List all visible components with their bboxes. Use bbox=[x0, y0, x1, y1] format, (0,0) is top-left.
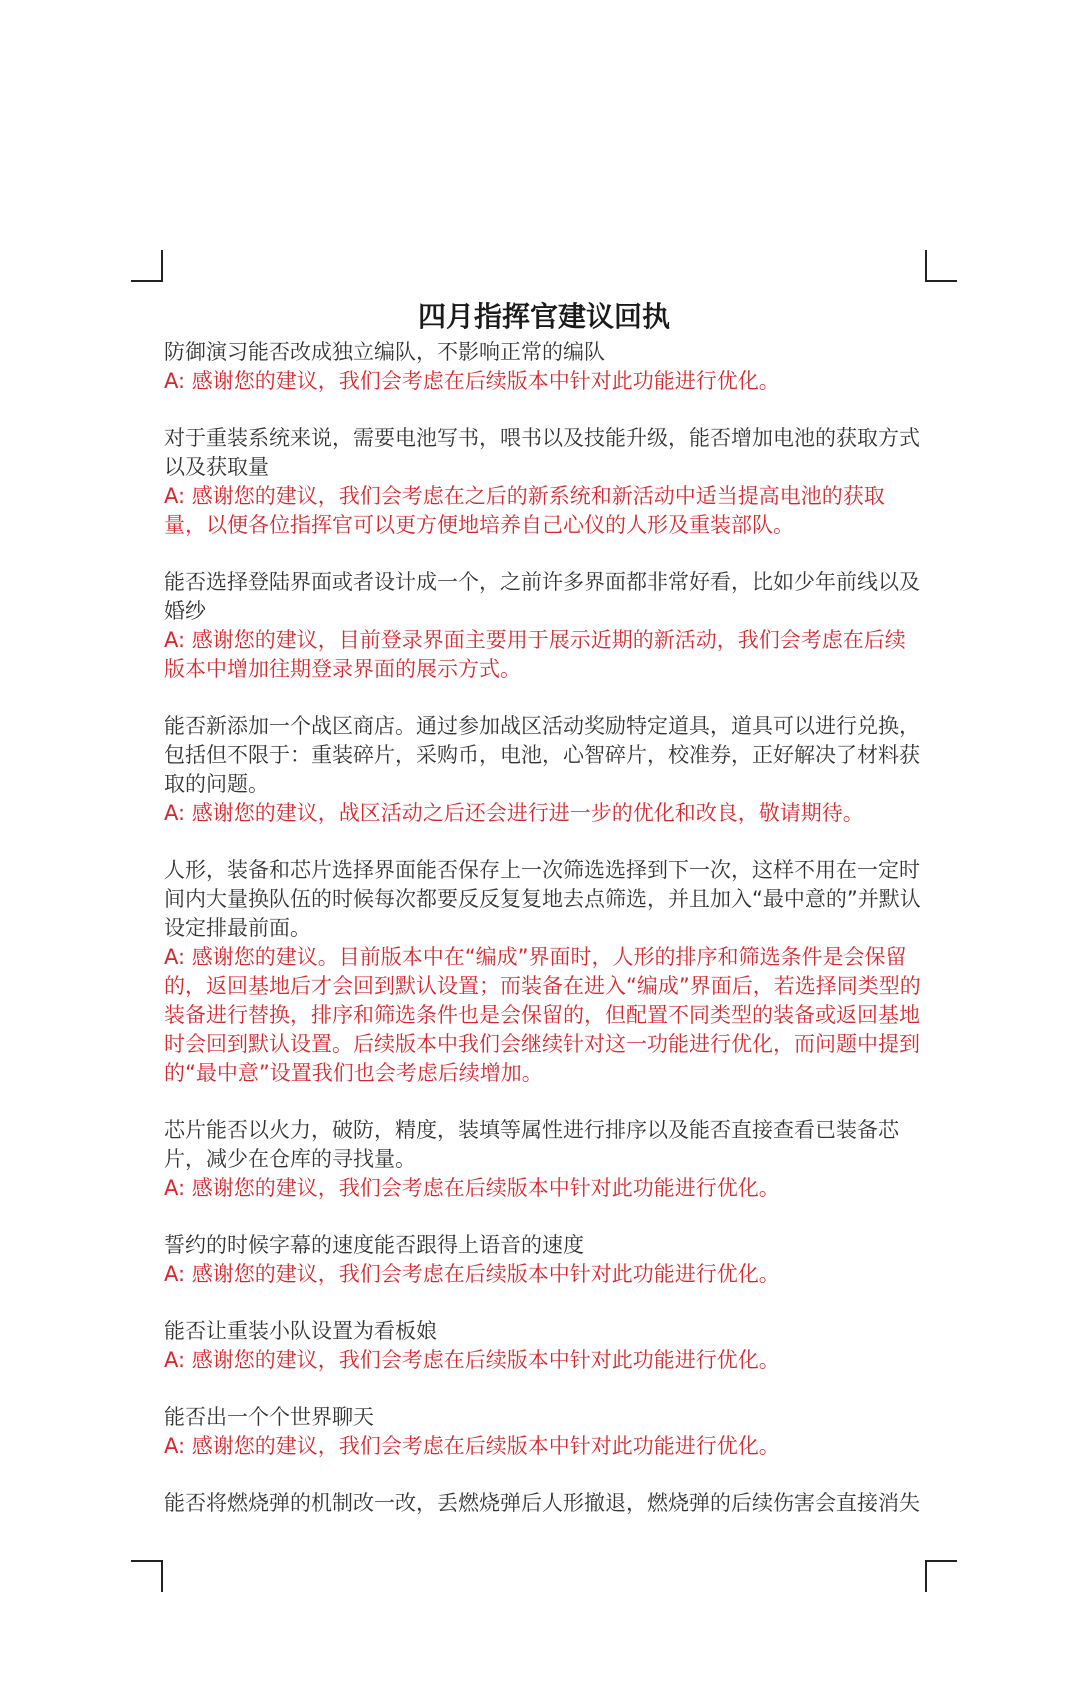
question-text: 誓约的时候字幕的速度能否跟得上语音的速度 bbox=[164, 1233, 584, 1257]
qa-item-9 bbox=[164, 1403, 924, 1461]
crop-mark-bottom-left bbox=[131, 1560, 163, 1592]
qa-item-8 bbox=[164, 1317, 924, 1375]
document-body bbox=[164, 298, 924, 1546]
answer-text: A: 感谢您的建议，战区活动之后还会进行进一步的优化和改良，敬请期待。 bbox=[164, 801, 864, 825]
answer-text: A: 感谢您的建议，我们会考虑在后续版本中针对此功能进行优化。 bbox=[164, 1176, 780, 1200]
answer-text: A: 感谢您的建议，我们会考虑在后续版本中针对此功能进行优化。 bbox=[164, 1348, 780, 1372]
question-text: 能否让重装小队设置为看板娘 bbox=[164, 1319, 437, 1343]
qa-item-5 bbox=[164, 856, 924, 1088]
question-text: 人形，装备和芯片选择界面能否保存上一次筛选选择到下一次，这样不用在一定时间内大量换队伍的时候每次都要反反复复地去点筛选，并且加入“最中意的”并默认设定排最前面。 bbox=[164, 858, 921, 940]
qa-item-1 bbox=[164, 338, 924, 396]
qa-item-2 bbox=[164, 424, 924, 540]
qa-item-4 bbox=[164, 712, 924, 828]
crop-mark-bottom-right bbox=[925, 1560, 957, 1592]
answer-text: A: 感谢您的建议，我们会考虑在之后的新系统和新活动中适当提高电池的获取量，以便各位指挥官可以更方便地培养自己心仪的人形及重装部队。 bbox=[164, 484, 885, 537]
question-text: 能否出一个个世界聊天 bbox=[164, 1405, 374, 1429]
answer-text: A: 感谢您的建议，我们会考虑在后续版本中针对此功能进行优化。 bbox=[164, 1262, 780, 1286]
question-text: 防御演习能否改成独立编队，不影响正常的编队 bbox=[164, 340, 605, 364]
answer-text: A: 感谢您的建议，我们会考虑在后续版本中针对此功能进行优化。 bbox=[164, 369, 780, 393]
answer-text: A: 感谢您的建议。目前版本中在“编成”界面时，人形的排序和筛选条件是会保留的，返回基地后才会回到默认设置；而装备在进入“编成”界面后，若选择同类型的装备进行替换，排序和筛选条件也是会保留的，但配置不同类型的装备或返回基地时会回到默认设置。后续版本中我们会继续针对这一功能进行优化，而问题中提到的“最中意”设置我们也会考虑后续增加。 bbox=[164, 945, 921, 1085]
question-text: 对于重装系统来说，需要电池写书，喂书以及技能升级，能否增加电池的获取方式以及获取量 bbox=[164, 426, 920, 479]
document-title: 四月指挥官建议回执 bbox=[417, 300, 670, 333]
answer-text: A: 感谢您的建议，目前登录界面主要用于展示近期的新活动，我们会考虑在后续版本中增加往期登录界面的展示方式。 bbox=[164, 628, 906, 681]
answer-text: A: 感谢您的建议，我们会考虑在后续版本中针对此功能进行优化。 bbox=[164, 1434, 780, 1458]
question-text: 能否新添加一个战区商店。通过参加战区活动奖励特定道具，道具可以进行兑换，包括但不限于：重装碎片，采购币，电池，心智碎片，校准券，正好解决了材料获取的问题。 bbox=[164, 714, 920, 796]
qa-item-10 bbox=[164, 1489, 924, 1518]
qa-item-7 bbox=[164, 1231, 924, 1289]
qa-item-3 bbox=[164, 568, 924, 684]
crop-mark-top-right bbox=[925, 250, 957, 282]
qa-item-6 bbox=[164, 1116, 924, 1203]
question-text: 能否将燃烧弹的机制改一改，丢燃烧弹后人形撤退，燃烧弹的后续伤害会直接消失 bbox=[164, 1491, 920, 1515]
question-text: 芯片能否以火力，破防，精度，装填等属性进行排序以及能否直接查看已装备芯片，减少在仓库的寻找量。 bbox=[164, 1118, 899, 1171]
crop-mark-top-left bbox=[131, 250, 163, 282]
question-text: 能否选择登陆界面或者设计成一个，之前许多界面都非常好看，比如少年前线以及婚纱 bbox=[164, 570, 920, 623]
